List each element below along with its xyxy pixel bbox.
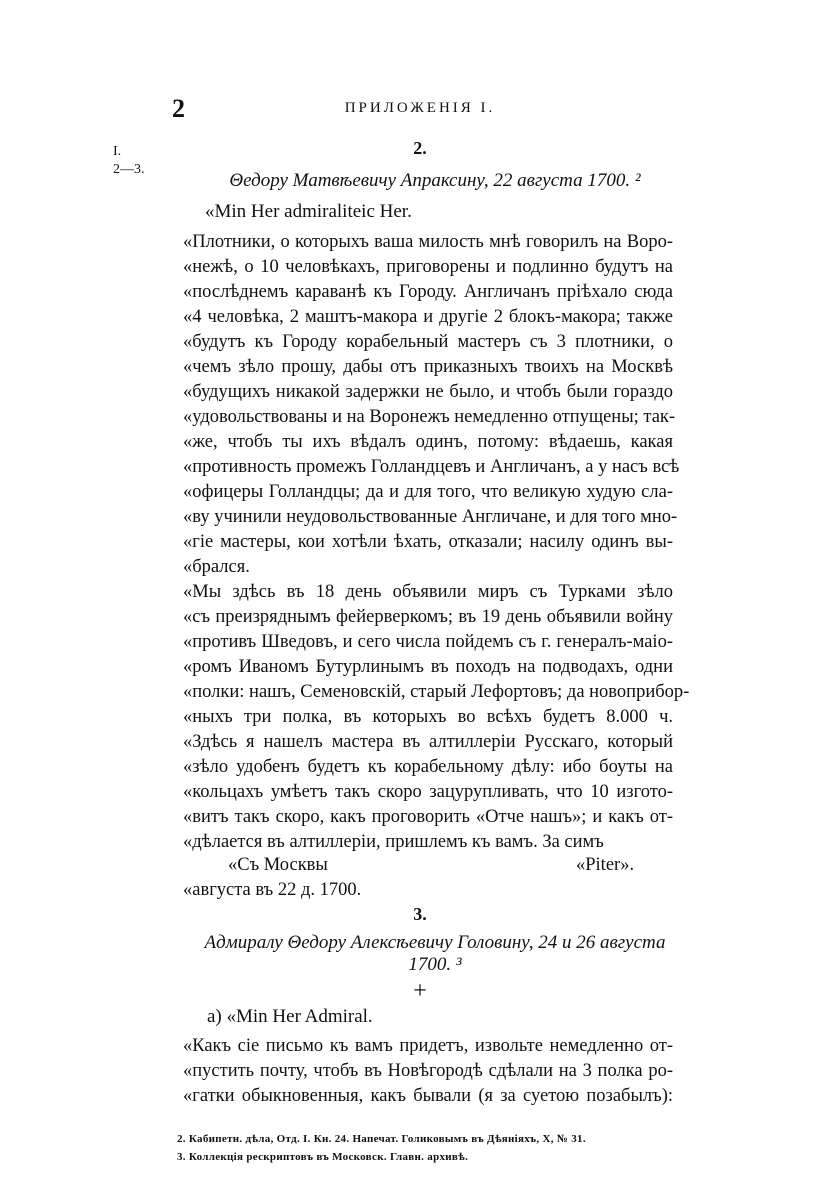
text-line: «витъ такъ скоро, какъ проговорить «Отче нашъ»; и какъ от- xyxy=(183,807,673,827)
letter-signature: «Piter». xyxy=(576,855,635,875)
text-line: «ныхъ три полка, въ которыхъ во всѣхъ будетъ 8.000 ч. xyxy=(183,707,673,727)
salutation: a) «Min Her Admiral. xyxy=(207,1006,373,1027)
text-line: «противъ Шведовъ, и сего числа пойдемъ съ г. генералъ-маіо- xyxy=(183,632,673,652)
document-number: 3. xyxy=(413,904,427,924)
text-line: «гіе мастеры, кои хотѣли ѣхать, отказали; насилу одинъ вы- xyxy=(183,532,673,552)
text-line: «же, чтобъ ты ихъ вѣдалъ одинъ, потому: вѣдаешь, какая xyxy=(183,432,673,452)
text-line: «ромъ Иваномъ Бутурлинымъ въ походъ на подводахъ, одни xyxy=(183,657,673,677)
margin-note-pages: 2—3. xyxy=(113,162,145,177)
text-line: «4 человѣка, 2 маштъ-макора и другіе 2 блокъ-макора; также xyxy=(183,307,673,327)
salutation: «Min Her admiraliteic Her. xyxy=(205,201,412,222)
text-line: «съ преизряднымъ фейерверкомъ; въ 19 день объявили войну xyxy=(183,607,673,627)
text-line: «чемъ зѣло прошу, дабы отъ приказныхъ твоихъ на Москвѣ xyxy=(183,357,673,377)
letter-place: «Съ Москвы xyxy=(228,855,328,875)
text-line: «удовольствованы и на Воронежъ немедленно отпущены; так- xyxy=(183,407,676,427)
letter-date: «августа въ 22 д. 1700. xyxy=(183,880,362,900)
text-line: «противность промежъ Голландцевъ и Англичанъ, а у насъ всѣ xyxy=(183,457,680,477)
text-line: «гатки обыкновенныя, какъ бывали (я за суетою позабылъ): xyxy=(183,1086,673,1106)
text-line: «офицеры Голландцы; да и для того, что великую худую сла- xyxy=(183,482,673,502)
text-line: «дѣлается въ алтиллеріи, пришлемъ къ вамъ. За симъ xyxy=(183,832,604,852)
text-line: «послѣднемъ караванѣ къ Городу. Англичанъ пріѣхало сюда xyxy=(183,282,673,302)
text-line: «будутъ къ Городу корабельный мастеръ съ 3 плотники, о xyxy=(183,332,673,352)
text-line: «брался. xyxy=(183,557,250,577)
text-line: «полки: нашъ, Семеновскій, старый Лефортовъ; да новоприбор- xyxy=(183,682,690,702)
cross-mark: + xyxy=(413,978,427,1004)
text-line: «Какъ сіе письмо къ вамъ придетъ, извольте немедленно от- xyxy=(183,1036,673,1056)
text-line: «Мы здѣсь въ 18 день объявили миръ съ Турками зѣло xyxy=(183,582,673,602)
document-number: 2. xyxy=(413,138,427,158)
document-heading: Адмиралу Θедору Алексѣевичу Головину, 24 и 26 августа 1700. ³ xyxy=(204,932,666,975)
text-line: «Плотники, о которыхъ ваша милость мнѣ говорилъ на Воро- xyxy=(183,232,673,252)
footnote: 2. Кабипетн. дѣла, Отд. I. Кн. 24. Напечат. Голиковымъ въ Дѣяніяхъ, X, № 31. xyxy=(177,1133,586,1145)
page-number: 2 xyxy=(172,94,185,123)
running-head: ПРИЛОЖЕНІЯ I. xyxy=(344,100,496,116)
text-line: «будущихъ никакой задержки не было, и чтобъ были гораздо xyxy=(183,382,673,402)
text-line: «пустить почту, чтобъ въ Новѣгородѣ сдѣлали на 3 полка ро- xyxy=(183,1061,673,1081)
text-line: «Здѣсь я нашелъ мастера въ алтиллеріи Русскаго, который xyxy=(183,732,673,752)
footnote: 3. Коллекція рескриптовъ въ Московск. Главн. архивѣ. xyxy=(177,1151,469,1163)
margin-note-volume: I. xyxy=(113,144,122,159)
text-line: «нежѣ, о 10 человѣкахъ, приговорены и подлинно будутъ на xyxy=(183,257,673,277)
text-line: «зѣло удобенъ будетъ къ корабельному дѣлу: ибо боуты на xyxy=(183,757,673,777)
document-heading: Θедору Матвѣевичу Апраксину, 22 августа 1700. ² xyxy=(229,170,641,191)
text-line: «кольцахъ умѣетъ такъ скоро зацурупливать, что 10 изгото- xyxy=(183,782,673,802)
text-line: «ву учинили неудовольствованные Англичане, и для того мно- xyxy=(183,507,678,527)
